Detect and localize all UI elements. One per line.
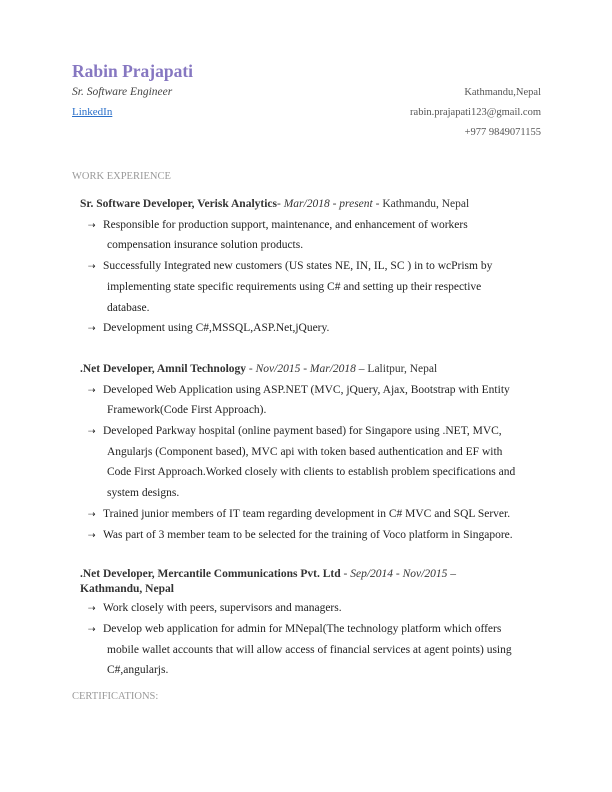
separator: - [277, 198, 284, 210]
job-dates: Mar/2018 - present [283, 198, 373, 210]
dashed-arrow-icon: ⇢ [88, 219, 96, 230]
bullet-line: compensation insurance solution products. [107, 239, 304, 252]
dashed-arrow-icon: ⇢ [88, 261, 96, 272]
job-entry [80, 567, 550, 681]
section-work-experience: WORK EXPERIENCE [72, 171, 171, 182]
bullet-line: Work closely with peers, supervisors and managers. [103, 602, 342, 615]
bullet-item [80, 421, 550, 504]
bullet-item [80, 380, 550, 421]
bullet-item [80, 256, 550, 318]
bullet-line: mobile wallet accounts that will allow access of financial services at agent points) using [107, 643, 512, 656]
candidate-name: Rabin Prajapati [72, 61, 194, 81]
bullet-line: Development using C#,MSSQL,ASP.Net,jQuery. [103, 322, 330, 335]
phone: +977 9849071155 [464, 127, 541, 138]
bullet-item [80, 598, 550, 619]
bullet-line: Successfully Integrated new customers (US states NE, IN, IL, SC ) in to wcPrism by [103, 260, 493, 273]
separator: - [340, 568, 351, 581]
bullet-line: database. [107, 301, 150, 314]
job-location: – [447, 568, 456, 581]
job-location: - Kathmandu, Nepal [372, 198, 470, 210]
bullet-line: Framework(Code First Approach). [107, 404, 267, 417]
bullet-line: Responsible for production support, maintenance, and enhancement of workers [103, 218, 468, 231]
bullet-line: Code First Approach.Worked closely with clients to establish problem specifications and [107, 466, 516, 479]
job-list [80, 194, 550, 701]
job-dates: Sep/2014 - Nov/2015 [350, 568, 448, 581]
job-entry [80, 359, 550, 545]
job-heading [80, 194, 550, 215]
bullet-line: Develop web application for admin for MNepal(The technology platform which offers [103, 622, 502, 635]
bullet-line: Developed Web Application using ASP.NET (MVC, jQuery, Ajax, Bootstrap with Entity [103, 383, 510, 396]
section-certifications: CERTIFICATIONS: [72, 691, 159, 702]
dashed-arrow-icon: ⇢ [88, 384, 96, 395]
bullet-line: Angularjs (Component based), MVC api with token based authentication and EF with [107, 445, 503, 458]
job-role: .Net Developer, Mercantile Communications Pvt. Ltd [80, 568, 341, 581]
job-entry [80, 194, 550, 339]
bullet-item [80, 215, 550, 256]
bullet-item [80, 525, 550, 546]
bullet-item [80, 318, 550, 339]
job-role: .Net Developer, Amnil Technology [80, 362, 247, 375]
separator: - [246, 362, 256, 375]
dashed-arrow-icon: ⇢ [88, 529, 96, 540]
bullet-line: system designs. [107, 487, 180, 500]
bullet-line: Developed Parkway hospital (online payment based) for Singapore using .NET, MVC, [103, 425, 502, 438]
job-dates: Nov/2015 - Mar/2018 [255, 362, 356, 375]
job-role: Sr. Software Developer, Verisk Analytics [80, 198, 277, 210]
dashed-arrow-icon: ⇢ [88, 603, 96, 614]
email: rabin.prajapati123@gmail.com [410, 107, 541, 118]
location: Kathmandu,Nepal [464, 87, 541, 98]
linkedin-link[interactable]: LinkedIn [72, 106, 113, 118]
job-location-2: Kathmandu, Nepal [80, 583, 174, 596]
bullet-item [80, 504, 550, 525]
job-location: – Lalitpur, Nepal [355, 362, 438, 375]
dashed-arrow-icon: ⇢ [88, 508, 96, 519]
dashed-arrow-icon: ⇢ [88, 426, 96, 437]
dashed-arrow-icon: ⇢ [88, 323, 96, 334]
bullet-line: Was part of 3 member team to be selected for the training of Voco platform in Singapore. [103, 528, 513, 541]
bullet-line: Trained junior members of IT team regarding development in C# MVC and SQL Server. [103, 507, 511, 520]
job-title: Sr. Software Engineer [72, 86, 173, 98]
job-heading [80, 359, 550, 380]
bullet-line: C#,angularjs. [107, 664, 169, 677]
dashed-arrow-icon: ⇢ [88, 623, 96, 634]
bullet-line: implementing state specific requirements using C# and setting up their respective [107, 280, 482, 293]
bullet-item [80, 619, 550, 681]
job-heading [80, 567, 550, 597]
